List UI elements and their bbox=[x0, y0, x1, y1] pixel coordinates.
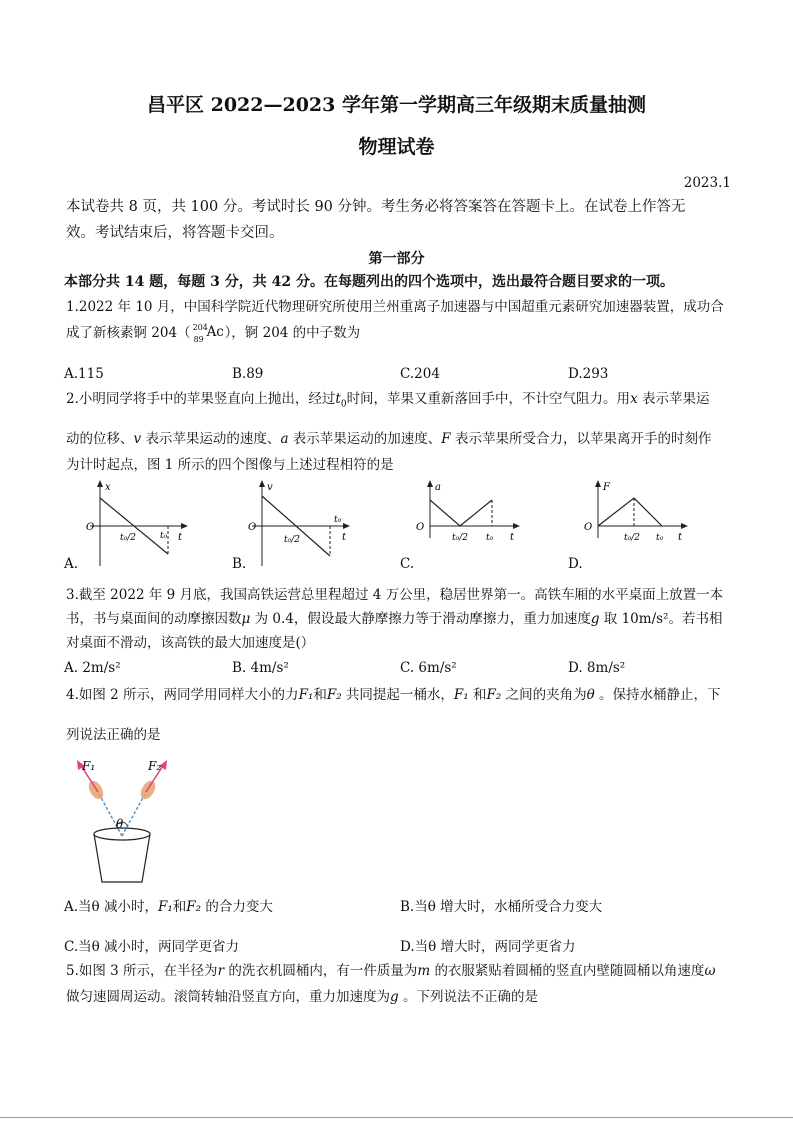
q2-line-3: 为计时起点，图 1 所示的四个图像与上述过程相符的是 bbox=[66, 457, 394, 473]
part1-instruction: 本部分共 14 题，每题 3 分，共 42 分。在每题列出的四个选项中，选出最符合题目要求的一项。 bbox=[64, 274, 674, 290]
fig-label-theta: θ bbox=[116, 817, 124, 831]
graph-c-tick-half: t₀/2 bbox=[452, 533, 468, 543]
q5-line-1 bbox=[66, 960, 715, 982]
fig-label-f1: F₁ bbox=[82, 759, 96, 773]
q2-text-1a: 2.小明同学将手中的苹果竖直向上抛出，经过 bbox=[66, 391, 336, 407]
q5-text-2b: 。下列说法不正确的是 bbox=[402, 989, 538, 1005]
var-F2: F₂ bbox=[326, 687, 342, 703]
q3-line-2 bbox=[66, 608, 722, 630]
graph-b-taxis: t bbox=[342, 532, 347, 543]
q1-line-2b: ），锕 204 的中子数为 bbox=[224, 325, 361, 341]
bucket-figure bbox=[66, 752, 176, 888]
graph-a-label: A. bbox=[64, 556, 79, 572]
q4-and-2: 和 bbox=[473, 687, 487, 703]
q3-text-2c: 取 10m/s²。若书相 bbox=[603, 611, 723, 627]
q3-option-b: B. 4m/s² bbox=[232, 660, 289, 676]
graph-d-tick-full: t₀ bbox=[656, 533, 664, 543]
q3-option-c: C. 6m/s² bbox=[400, 660, 457, 676]
q3-option-a: A. 2m/s² bbox=[64, 660, 121, 676]
q4-option-a-text-a: A.当θ 减小时， bbox=[64, 899, 158, 915]
q5-line-2 bbox=[66, 986, 538, 1008]
intro-line-1: 本试卷共 8 页，共 100 分。考试时长 90 分钟。考生务必将答案答在答题卡上。在试卷上作答无 bbox=[66, 199, 686, 215]
q4-option-a-text-b: 的合力变大 bbox=[205, 899, 273, 915]
graph-a-origin: O bbox=[86, 522, 95, 533]
var-F2-b: F₂ bbox=[486, 687, 502, 703]
q4-text-1b: 共同提起一桶水， bbox=[345, 687, 454, 703]
nuclide-mass: 204 bbox=[192, 323, 208, 332]
q2-line-2 bbox=[66, 428, 711, 450]
graph-a-taxis: t bbox=[178, 532, 183, 543]
graph-d-tick-half: t₀/2 bbox=[624, 533, 640, 543]
graph-c-taxis: t bbox=[510, 532, 515, 543]
q2-text-1b: 时间，苹果又重新落回手中，不计空气阻力。用 bbox=[346, 391, 631, 407]
nuclide-charge: 89 bbox=[193, 335, 204, 344]
q2-line-1 bbox=[66, 388, 709, 416]
graph-c-label: C. bbox=[400, 556, 415, 572]
q5-text-2a: 做匀速圆周运动。滚筒转轴沿竖直方向，重力加速度为 bbox=[66, 989, 390, 1005]
q5-text-1c: 的衣服紧贴着圆桶的竖直内壁随圆桶以角速度 bbox=[434, 963, 705, 979]
graph-a-tick-full: t₀ bbox=[160, 531, 168, 541]
q2-text-2a: 动的位移、 bbox=[66, 431, 134, 447]
graph-a-yaxis: x bbox=[105, 482, 111, 493]
q4-option-a bbox=[64, 896, 273, 918]
q5-text-1a: 5.如图 3 所示，在半径为 bbox=[66, 963, 218, 979]
graph-b-label: B. bbox=[232, 556, 247, 572]
var-mu: μ bbox=[241, 611, 251, 627]
q4-text-1c: 之间的夹角为 bbox=[505, 687, 587, 703]
q5-text-1b: 的洗衣机圆桶内，有一件质量为 bbox=[228, 963, 418, 979]
q3-option-d: D. 8m/s² bbox=[568, 660, 626, 676]
exam-title: 昌平区 2022—2023 学年第一学期高三年级期末质量抽测 bbox=[147, 94, 646, 116]
graph-d-origin: O bbox=[584, 522, 593, 533]
q4-and-1: 和 bbox=[313, 687, 327, 703]
graph-b-tick-full: t₀ bbox=[334, 515, 342, 525]
var-g-q5: g bbox=[390, 989, 399, 1005]
exam-date: 2023.1 bbox=[683, 175, 731, 191]
q3-line-1: 3.截至 2022 年 9 月底，我国高铁运营总里程超过 4 万公里，稳居世界第一。高铁车厢的水平桌面上放置一本 bbox=[66, 587, 724, 603]
graph-d-label: D. bbox=[568, 556, 583, 572]
var-x: x bbox=[630, 391, 638, 407]
graph-d-yaxis: F bbox=[603, 482, 610, 493]
q3-line-3: 对桌面不滑动，该高铁的最大加速度是(） bbox=[66, 635, 315, 651]
nuclide-symbol: Ac bbox=[206, 324, 224, 340]
graph-a-tick-half: t₀/2 bbox=[120, 533, 136, 543]
q1-option-c: C.204 bbox=[400, 366, 440, 382]
q4-option-a-f1: F₁ bbox=[157, 899, 173, 915]
q4-option-a-and: 和 bbox=[172, 899, 187, 915]
q2-text-1c: 表示苹果运 bbox=[641, 391, 710, 407]
page-bottom-rule bbox=[0, 1117, 793, 1118]
var-r: r bbox=[217, 963, 225, 979]
fig-label-f2: F₂ bbox=[148, 759, 162, 773]
var-a: a bbox=[280, 431, 289, 447]
var-omega: ω bbox=[704, 963, 716, 979]
q2-text-2b: 表示苹果运动的速度、 bbox=[145, 431, 281, 447]
var-t0-sub: 0 bbox=[340, 399, 347, 410]
q1-line-2 bbox=[66, 322, 360, 344]
q4-line-1 bbox=[66, 684, 721, 706]
var-F: F bbox=[441, 431, 451, 447]
var-theta: θ bbox=[586, 687, 595, 703]
graph-b-origin: O bbox=[248, 522, 257, 533]
q1-option-b: B.89 bbox=[232, 366, 264, 382]
part1-heading: 第一部分 bbox=[368, 251, 425, 267]
q4-option-b: B.当θ 增大时，水桶所受合力变大 bbox=[400, 899, 603, 915]
graph-b-yaxis: v bbox=[267, 482, 273, 493]
q1-line-2a: 成了新核素锕 204（ bbox=[66, 325, 191, 341]
var-m: m bbox=[417, 963, 431, 979]
q4-text-1a: 4.如图 2 所示，两同学用同样大小的力 bbox=[66, 687, 299, 703]
graph-c-tick-full: t₀ bbox=[486, 533, 494, 543]
intro-line-2: 效。考试结束后，将答题卡交回。 bbox=[66, 225, 284, 241]
var-v: v bbox=[133, 431, 142, 447]
q1-line-1: 1.2022 年 10 月，中国科学院近代物理研究所使用兰州重离子加速器与中国超重元素研究加速器装置，成功合 bbox=[66, 299, 724, 315]
nuclide-notation bbox=[191, 323, 225, 344]
q3-text-2b: 为 0.4，假设最大静摩擦力等于滑动摩擦力，重力加速度 bbox=[254, 611, 591, 627]
exam-subtitle: 物理试卷 bbox=[358, 136, 435, 158]
q2-text-2c: 表示苹果运动的加速度、 bbox=[292, 431, 442, 447]
q4-option-c: C.当θ 减小时，两同学更省力 bbox=[64, 939, 240, 955]
graph-a bbox=[60, 476, 200, 572]
q4-option-a-f2: F₂ bbox=[186, 899, 202, 915]
q4-option-d: D.当θ 增大时，两同学更省力 bbox=[400, 939, 576, 955]
q1-option-d: D.293 bbox=[568, 366, 609, 382]
graph-c-origin: O bbox=[416, 522, 425, 533]
q3-text-2a: 书，书与桌面间的动摩擦因数 bbox=[66, 611, 242, 627]
q1-option-a: A.115 bbox=[64, 366, 104, 382]
var-F1-b: F₁ bbox=[453, 687, 469, 703]
var-F1: F₁ bbox=[298, 687, 314, 703]
q4-line-2: 列说法正确的是 bbox=[66, 727, 161, 743]
graph-b-tick-half: t₀/2 bbox=[284, 535, 300, 545]
var-g: g bbox=[590, 611, 600, 627]
q2-text-2d: 表示苹果所受合力，以苹果离开手的时刻作 bbox=[454, 431, 712, 447]
var-t0: t bbox=[335, 391, 341, 407]
graph-c-yaxis: a bbox=[435, 482, 441, 493]
graph-d-taxis: t bbox=[678, 532, 683, 543]
q4-text-1d: 。保持水桶静止，下 bbox=[599, 687, 721, 703]
